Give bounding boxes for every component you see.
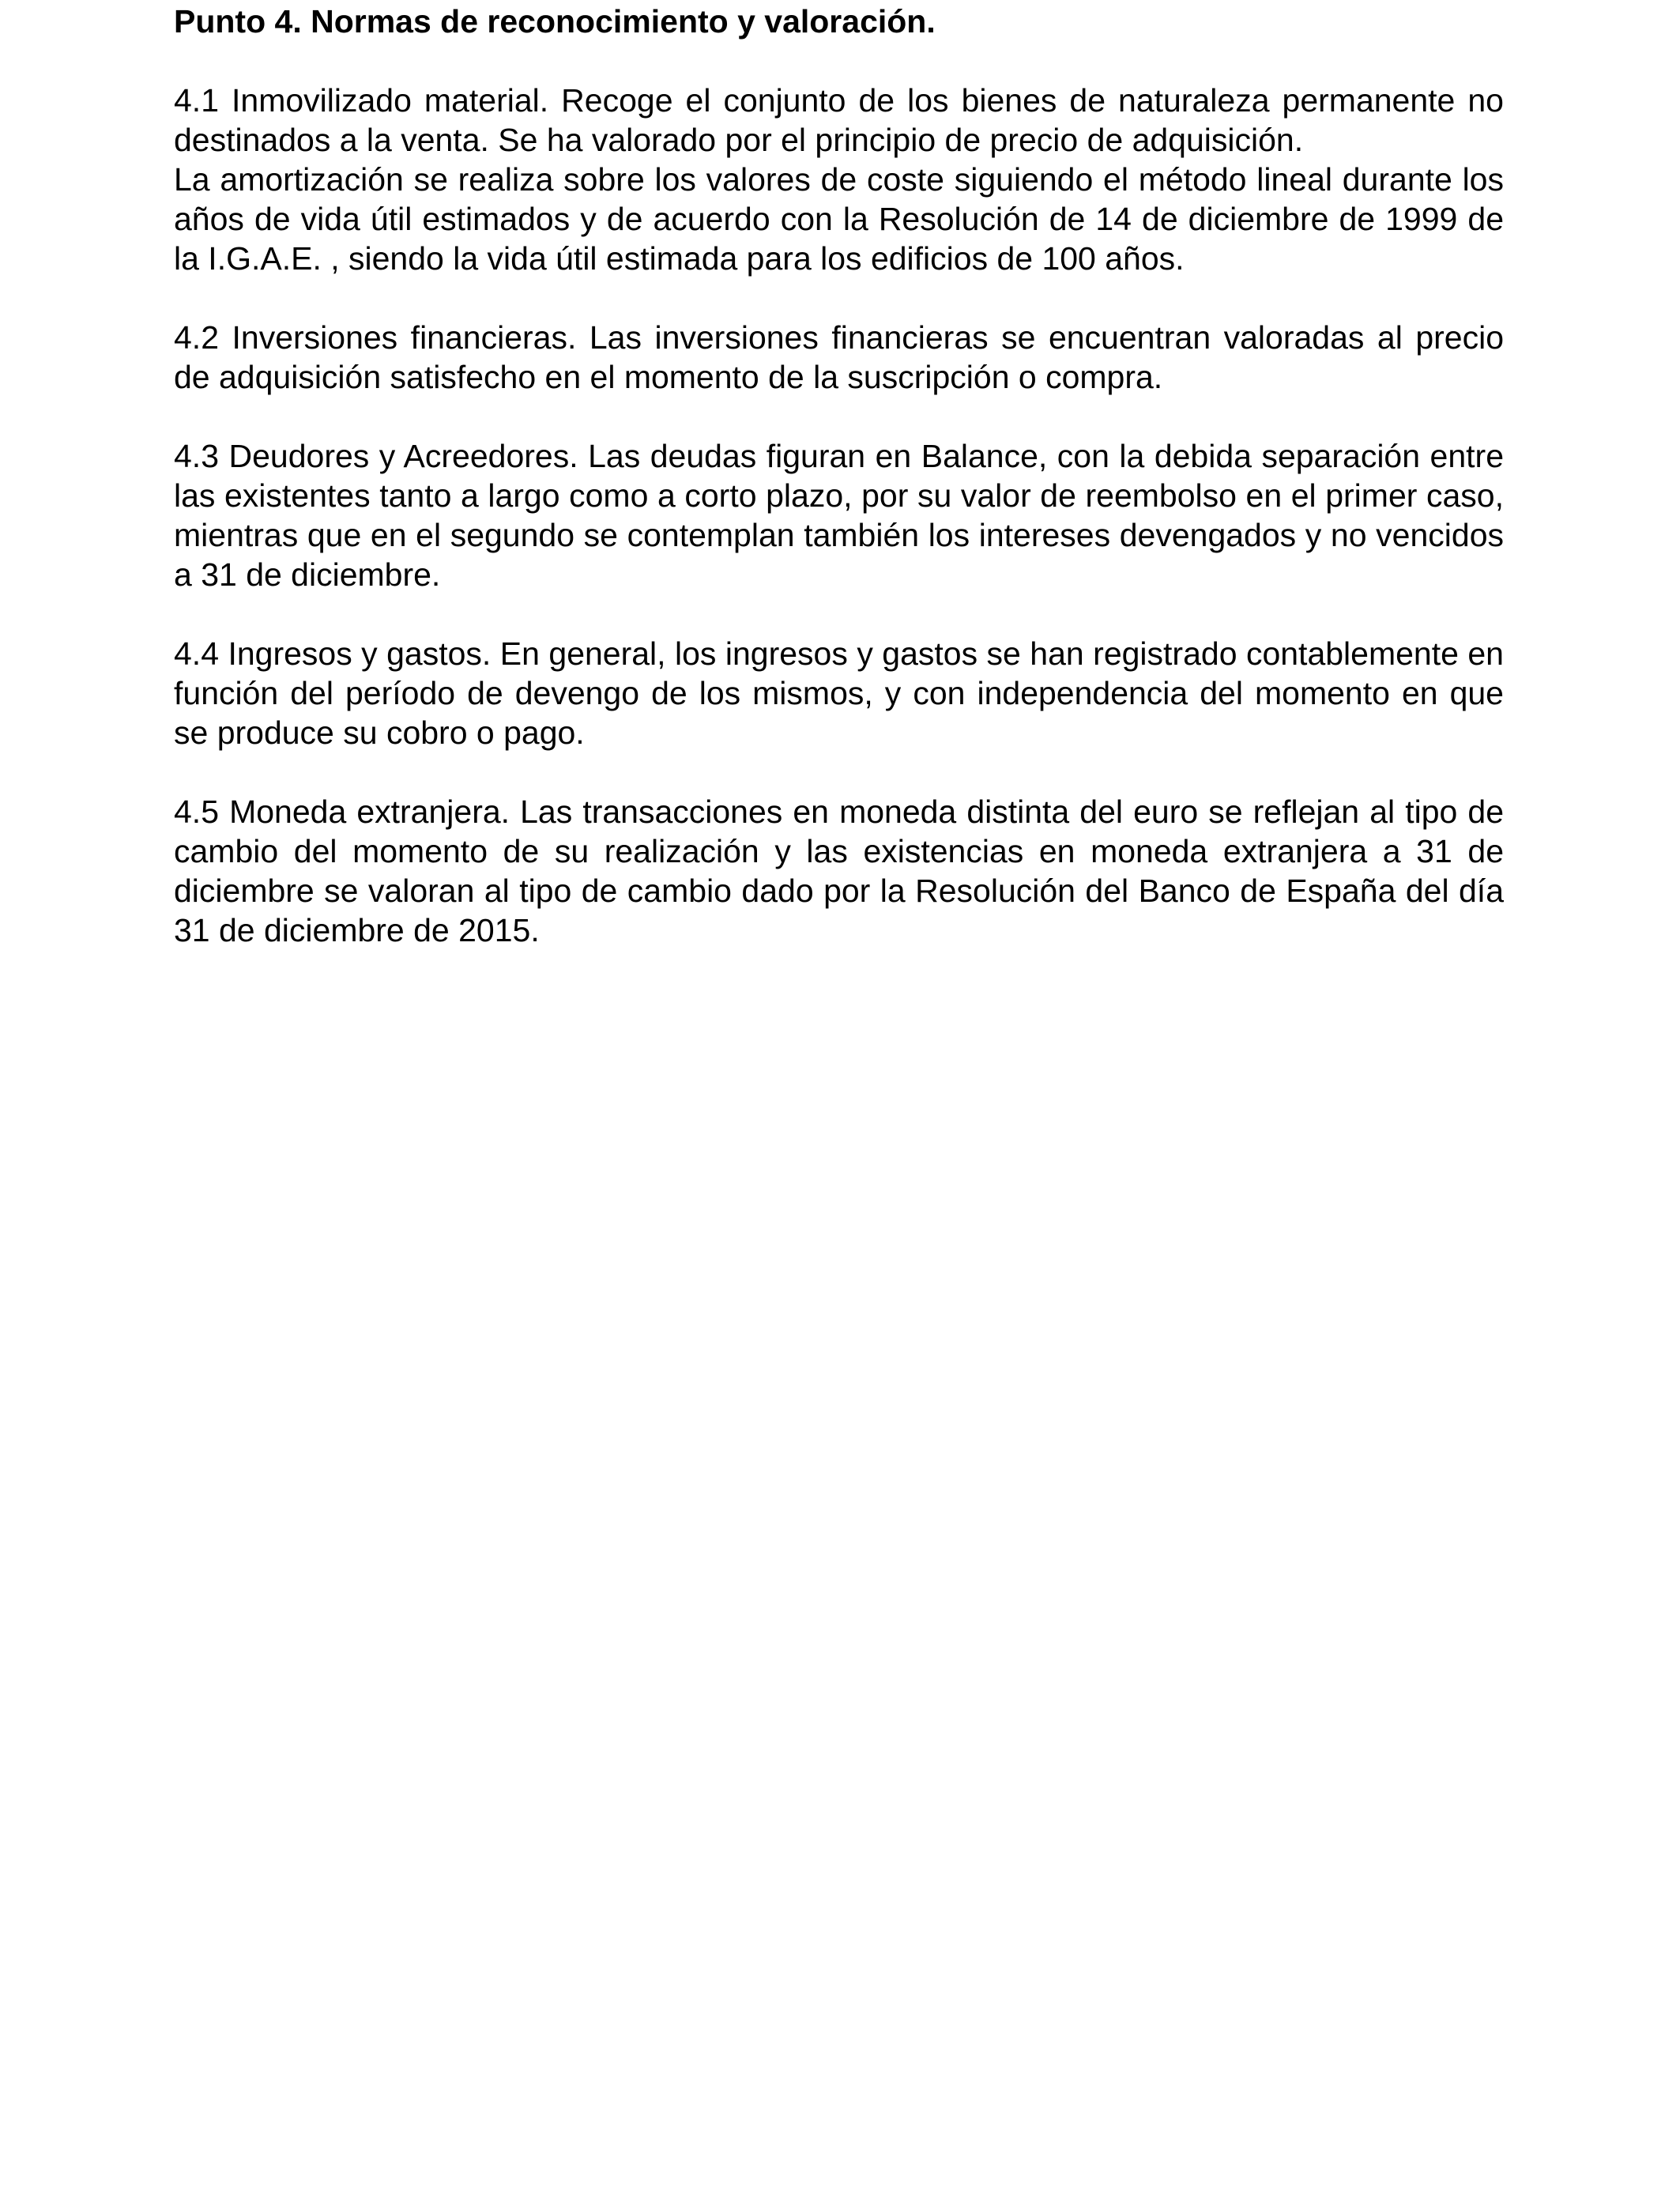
paragraph-moneda-extranjera [174,792,1504,950]
paragraph-text: 4.1 Inmovilizado material. Recoge el conjunto de los bienes de naturaleza permanente no destinados a la venta. Se ha valorado por el principio de precio de adquisición. [174,82,1504,158]
paragraph-inmovilizado-material [174,81,1504,278]
section-heading: Punto 4. Normas de reconocimiento y valoración. [174,3,936,40]
paragraph-text: 4.2 Inversiones financieras. Las inversiones financieras se encuentran valoradas al precio de adquisición satisfecho en el momento de la suscripción o compra. [174,319,1504,395]
paragraph-text: 4.4 Ingresos y gastos. En general, los ingresos y gastos se han registrado contablemente en función del período de devengo de los mismos, y con independencia del momento en que se produce su cobro o pago. [174,635,1504,751]
paragraph-deudores-acreedores [174,436,1504,594]
document-body [174,2,1504,990]
paragraph-text: 4.3 Deudores y Acreedores. Las deudas figuran en Balance, con la debida separación entre las existentes tanto a largo como a corto plazo, por su valor de reembolso en el primer caso, mientras que en el segundo se contemplan también los intereses devengados y no vencidos a 31 de diciembre. [174,438,1504,593]
paragraph-ingresos-gastos [174,634,1504,752]
paragraph-inversiones-financieras [174,318,1504,397]
paragraph-text: La amortización se realiza sobre los valores de coste siguiendo el método lineal durante los años de vida útil estimados y de acuerdo con la Resolución de 14 de diciembre de 1999 de la I.G.A.E. , siendo la vida útil estimada para los edificios de 100 años. [174,161,1504,277]
paragraph-text: 4.5 Moneda extranjera. Las transacciones en moneda distinta del euro se reflejan al tipo de cambio del momento de su realización y las existencias en moneda extranjera a 31 de diciembre se valoran al tipo de cambio dado por la Resolución del Banco de España del día 31 de diciembre de 2015. [174,794,1504,948]
